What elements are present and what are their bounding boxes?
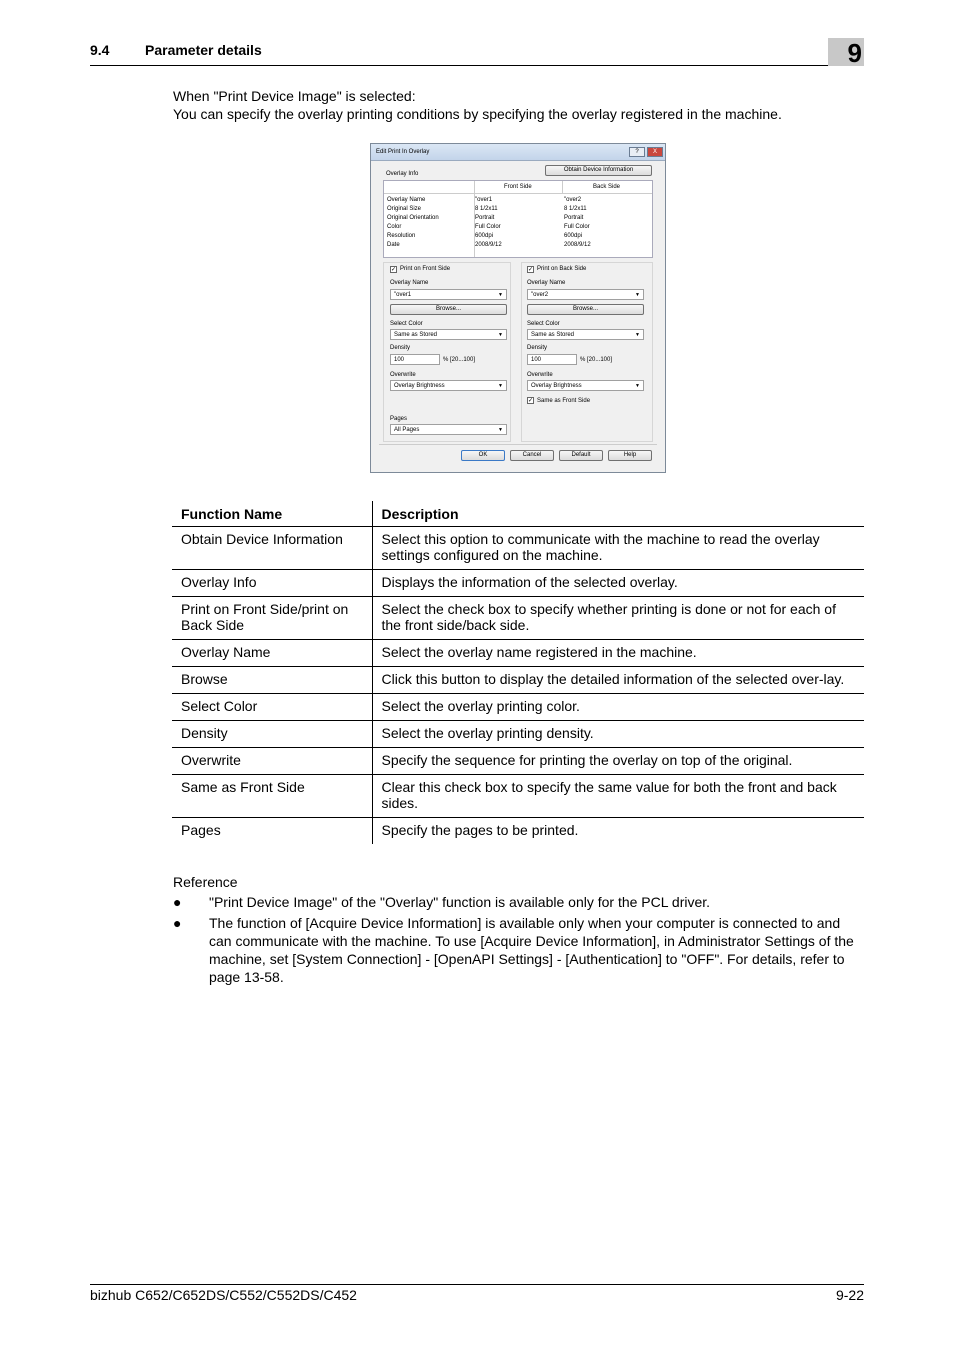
edit-print-overlay-dialog bbox=[370, 143, 666, 473]
back-overwrite-label: Overwrite bbox=[527, 372, 553, 378]
back-density-input[interactable] bbox=[527, 354, 577, 365]
front-value: 600dpi bbox=[475, 233, 494, 239]
back-select-color-label: Select Color bbox=[527, 321, 560, 327]
reference-item bbox=[173, 914, 864, 986]
description-cell: Select this option to communicate with the machine to read the overlay settings configured on the machine. bbox=[372, 527, 864, 570]
info-label: Overlay Name bbox=[387, 197, 426, 203]
back-overlay-name-label: Overlay Name bbox=[527, 280, 566, 286]
table-row bbox=[172, 721, 864, 748]
table-row bbox=[172, 818, 864, 845]
front-overwrite-value: Overlay Brightness bbox=[394, 383, 445, 389]
front-browse-button[interactable]: Browse... bbox=[390, 304, 507, 315]
bullet-icon: ● bbox=[173, 915, 182, 931]
back-value: Portrait bbox=[564, 215, 584, 221]
function-name-cell: Overlay Info bbox=[172, 570, 372, 597]
back-overlay-name-select[interactable] bbox=[527, 289, 644, 300]
info-labels bbox=[387, 196, 439, 250]
back-value: 2008/9/12 bbox=[564, 242, 591, 248]
chevron-down-icon: ▼ bbox=[498, 292, 503, 298]
info-label: Resolution bbox=[387, 233, 416, 239]
description-cell: Specify the pages to be printed. bbox=[381, 822, 579, 838]
chevron-down-icon: ▼ bbox=[498, 383, 503, 389]
front-value: 8 1/2x11 bbox=[475, 206, 498, 212]
back-select-color[interactable] bbox=[527, 329, 644, 340]
bullet-icon: ● bbox=[173, 894, 182, 910]
front-density-range: % [20...100] bbox=[443, 357, 476, 363]
description-cell: Select the overlay printing color. bbox=[372, 694, 864, 721]
chevron-down-icon: ▼ bbox=[635, 332, 640, 338]
front-overlay-name-select[interactable] bbox=[390, 289, 507, 300]
reference-text: The function of [Acquire Device Information] is available only when your computer is connected to and can communicate with the machine. To use [Acquire Device Information], in Administrator Settings of the machine, set [System Connection] - [OpenAPI Settings] - [Authentication] to "OFF". For details, refer to page 13-58. bbox=[209, 915, 854, 985]
front-select-color-value: Same as Stored bbox=[394, 332, 438, 338]
description-cell: Specify the sequence for printing the overlay on top of the original. bbox=[372, 748, 864, 775]
info-label: Original Size bbox=[387, 206, 422, 212]
description-cell: Select the overlay name registered in the machine. bbox=[372, 640, 864, 667]
front-select-color[interactable] bbox=[390, 329, 507, 340]
print-front-label: Print on Front Side bbox=[400, 266, 451, 272]
cancel-button[interactable]: Cancel bbox=[510, 450, 554, 461]
back-browse-button[interactable]: Browse... bbox=[527, 304, 644, 315]
back-density-value: 100 bbox=[531, 357, 542, 363]
help-title-button[interactable]: ? bbox=[629, 147, 645, 157]
back-values bbox=[564, 196, 591, 250]
front-value: Full Color bbox=[475, 224, 501, 230]
table-row bbox=[172, 570, 864, 597]
function-name-cell: Same as Front Side bbox=[172, 775, 372, 818]
description-cell: Clear this check box to specify the same value for both the front and back sides. bbox=[372, 775, 864, 818]
footer-model: bizhub C652/C652DS/C552/C552DS/C452 bbox=[90, 1287, 357, 1303]
table-row bbox=[172, 527, 864, 570]
front-density-value: 100 bbox=[394, 357, 405, 363]
table-row bbox=[172, 597, 864, 640]
back-value: 8 1/2x11 bbox=[564, 206, 587, 212]
intro-line-2: You can specify the overlay printing conditions by specifying the overlay registered in the machine. bbox=[173, 106, 782, 122]
table-header-row bbox=[172, 501, 864, 527]
dialog-divider bbox=[379, 444, 657, 445]
pages-label: Pages bbox=[390, 416, 408, 422]
chevron-down-icon: ▼ bbox=[498, 332, 503, 338]
front-overlay-name-value: "over1 bbox=[394, 292, 412, 298]
front-values bbox=[475, 196, 502, 250]
section-title: Parameter details bbox=[145, 42, 262, 58]
front-overwrite-select[interactable] bbox=[390, 380, 507, 391]
function-table bbox=[172, 501, 864, 844]
description-cell: Click this button to display the detailed information of the selected over-lay. bbox=[372, 667, 864, 694]
chevron-down-icon: ▼ bbox=[635, 383, 640, 389]
col-function-name: Function Name bbox=[172, 501, 372, 527]
same-as-front-checkbox[interactable]: ✓ bbox=[528, 398, 534, 404]
reference-item bbox=[173, 893, 864, 911]
description-cell: Select the check box to specify whether printing is done or not for each of the front side/back side. bbox=[372, 597, 864, 640]
function-name-cell: Obtain Device Information bbox=[172, 527, 372, 570]
back-overwrite-value: Overlay Brightness bbox=[531, 383, 582, 389]
info-label: Date bbox=[387, 242, 400, 248]
ok-button[interactable]: OK bbox=[461, 450, 505, 461]
table-row bbox=[172, 667, 864, 694]
back-value: 600dpi bbox=[564, 233, 583, 239]
print-back-label: Print on Back Side bbox=[537, 266, 587, 272]
description-cell: Select the overlay printing density. bbox=[372, 721, 864, 748]
same-as-front-label: Same as Front Side bbox=[537, 398, 591, 404]
col-description: Description bbox=[372, 501, 864, 527]
back-value: "over2 bbox=[564, 197, 582, 203]
page-footer bbox=[90, 1284, 864, 1304]
overlay-info-table bbox=[383, 180, 653, 258]
table-row bbox=[172, 694, 864, 721]
footer-page-number: 9-22 bbox=[835, 1287, 864, 1303]
info-label: Color bbox=[387, 224, 402, 230]
help-button[interactable]: Help bbox=[608, 450, 652, 461]
table-row bbox=[172, 640, 864, 667]
back-select-color-value: Same as Stored bbox=[531, 332, 575, 338]
front-density-input[interactable] bbox=[390, 354, 440, 365]
back-value: Full Color bbox=[564, 224, 590, 230]
back-density-range: % [20...100] bbox=[580, 357, 613, 363]
info-header-divider bbox=[384, 193, 652, 194]
front-side-col: Front Side bbox=[504, 184, 532, 190]
reference-label: Reference bbox=[173, 874, 238, 890]
intro-text bbox=[173, 87, 782, 123]
chevron-down-icon: ▼ bbox=[635, 292, 640, 298]
function-name-cell: Overwrite bbox=[172, 748, 372, 775]
intro-line-1: When "Print Device Image" is selected: bbox=[173, 88, 416, 104]
front-value: Portrait bbox=[475, 215, 495, 221]
back-density-label: Density bbox=[527, 345, 548, 351]
default-button[interactable]: Default bbox=[559, 450, 603, 461]
back-overwrite-select[interactable] bbox=[527, 380, 644, 391]
reference-text: "Print Device Image" of the "Overlay" function is available only for the PCL driver. bbox=[209, 894, 711, 910]
front-value: "over1 bbox=[475, 197, 493, 203]
chapter-badge: 9 bbox=[828, 38, 864, 66]
function-name-cell: Overlay Name bbox=[172, 640, 372, 667]
function-name-cell: Print on Front Side/print on Back Side bbox=[172, 597, 372, 640]
pages-select[interactable] bbox=[390, 424, 507, 435]
print-front-checkbox[interactable]: ✓ bbox=[391, 267, 397, 273]
function-name-cell: Browse bbox=[172, 667, 372, 694]
front-value: 2008/9/12 bbox=[475, 242, 502, 248]
close-icon[interactable]: X bbox=[647, 147, 663, 157]
chevron-down-icon: ▼ bbox=[498, 427, 503, 433]
overlay-info-label: Overlay Info bbox=[386, 171, 419, 177]
pages-value: All Pages bbox=[394, 427, 420, 433]
function-name-cell: Select Color bbox=[172, 694, 372, 721]
function-name-cell: Pages bbox=[172, 818, 372, 845]
page-header bbox=[90, 42, 864, 66]
obtain-device-info-button[interactable]: Obtain Device Information bbox=[545, 165, 652, 176]
section-number: 9.4 bbox=[90, 42, 110, 58]
dialog-title: Edit Print In Overlay bbox=[376, 149, 430, 155]
front-overlay-name-label: Overlay Name bbox=[390, 280, 429, 286]
front-density-label: Density bbox=[390, 345, 411, 351]
function-name-cell: Density bbox=[172, 721, 372, 748]
back-side-col: Back Side bbox=[593, 184, 621, 190]
front-overwrite-label: Overwrite bbox=[390, 372, 416, 378]
front-select-color-label: Select Color bbox=[390, 321, 423, 327]
info-label: Original Orientation bbox=[387, 215, 439, 221]
print-back-checkbox[interactable]: ✓ bbox=[528, 267, 534, 273]
table-row bbox=[172, 748, 864, 775]
info-col-divider-2 bbox=[562, 181, 563, 193]
description-cell: Displays the information of the selected overlay. bbox=[372, 570, 864, 597]
table-row bbox=[172, 775, 864, 818]
dialog-title-bar bbox=[371, 144, 665, 161]
back-overlay-name-value: "over2 bbox=[531, 292, 549, 298]
